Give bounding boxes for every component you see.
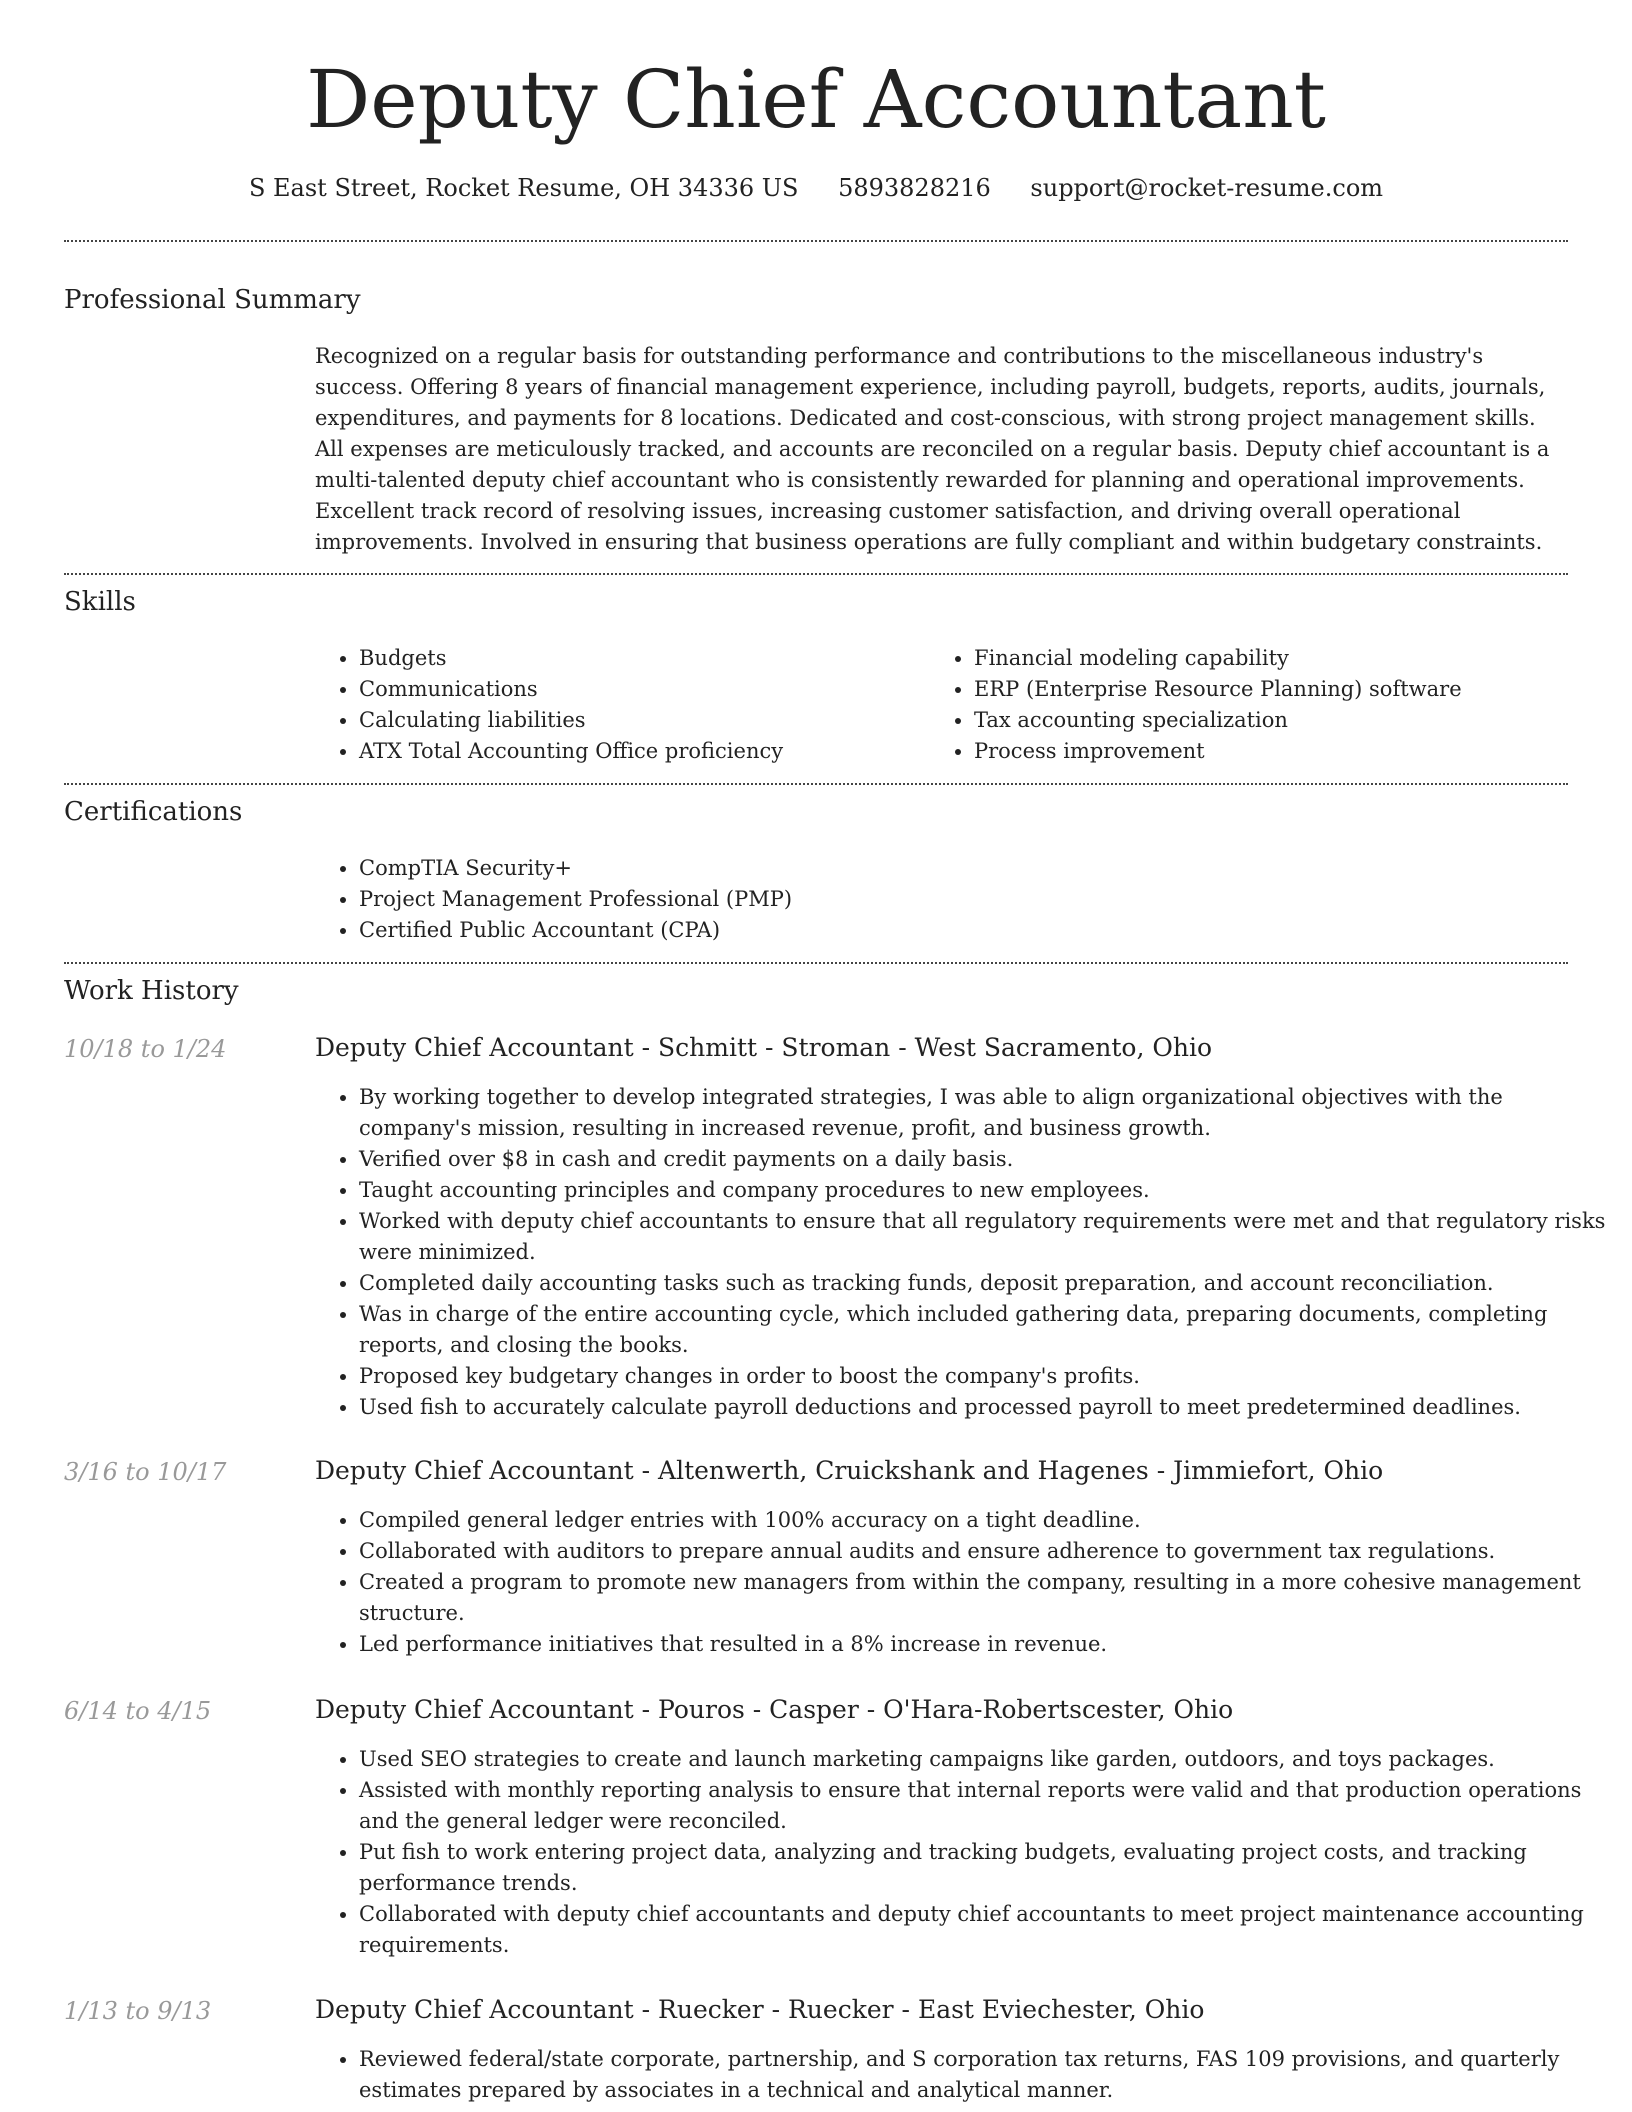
job-bullets [315, 1082, 1619, 1423]
skills-heading: Skills [64, 587, 136, 617]
job-title: Deputy Chief Accountant - Schmitt - Stroman - West Sacramento, Ohio [315, 1033, 1213, 1062]
certifications-heading: Certifications [64, 797, 243, 827]
skills-list-left [315, 643, 959, 767]
summary-text: Recognized on a regular basis for outstanding performance and contributions to the miscellaneous industry's success. Offering 8 years of financial management experience, including payroll, budgets, reports, audits, journals, expenditures, and payments for 8 locations. Dedicated and cost-conscious, with strong project management skills. All expenses are meticulously tracked, and accounts are reconciled on a regular basis. Deputy chief accountant is a multi-talented deputy chief accountant who is consistently rewarded for planning and operational improvements. Excellent track record of resolving issues, increasing customer satisfaction, and driving overall operational improvements. Involved in ensuring that business operations are fully compliant and within budgetary constraints. [315, 344, 1550, 554]
skill-item: • Calculating liabilities [359, 705, 959, 736]
job-bullet: • Verified over $8 in cash and credit payments on a daily basis. [359, 1144, 1619, 1175]
certification-item: • CompTIA Security+ [359, 853, 1259, 884]
section-divider [64, 962, 1568, 964]
job-bullet: • Worked with deputy chief accountants to ensure that all regulatory requirements were met and that regulatory risks were minimized. [359, 1206, 1619, 1268]
job-date: 10/18 to 1/24 [64, 1035, 227, 1063]
job-bullet: • Collaborated with auditors to prepare annual audits and ensure adherence to government tax regulations. [359, 1536, 1619, 1567]
job-title: Deputy Chief Accountant - Ruecker - Ruecker - East Eviechester, Ohio [315, 1995, 1205, 2024]
certification-item: • Project Management Professional (PMP) [359, 884, 1259, 915]
section-divider [64, 573, 1568, 575]
candidate-name: Deputy Chief Accountant [306, 53, 1326, 146]
job-bullets [315, 1744, 1619, 1961]
contact-email: support@rocket-resume.com [1030, 174, 1384, 202]
job-date: 6/14 to 4/15 [64, 1697, 212, 1725]
job-bullet: • Completed daily accounting tasks such as tracking funds, deposit preparation, and account reconciliation. [359, 1268, 1619, 1299]
job-bullet: • Put fish to work entering project data, analyzing and tracking budgets, evaluating project costs, and tracking performance trends. [359, 1837, 1619, 1899]
job-bullet: • Reviewed federal/state corporate, partnership, and S corporation tax returns, FAS 109 provisions, and quarterly estimates prepared by associates in a technical and analytical manner. [359, 2044, 1619, 2106]
skill-item: • ERP (Enterprise Resource Planning) software [974, 674, 1574, 705]
job-bullet: • Proposed key budgetary changes in order to boost the company's profits. [359, 1361, 1619, 1392]
skill-item: • ATX Total Accounting Office proficiency [359, 736, 959, 767]
job-bullet: • Used SEO strategies to create and launch marketing campaigns like garden, outdoors, and toys packages. [359, 1744, 1619, 1775]
skills-list-right [930, 643, 1574, 767]
job-bullets [315, 1505, 1619, 1660]
job-date: 1/13 to 9/13 [64, 1997, 212, 2025]
job-bullet: • Collaborated with deputy chief accountants and deputy chief accountants to meet project maintenance accounting requirements. [359, 1899, 1619, 1961]
section-divider [64, 240, 1568, 242]
job-bullet: • Was in charge of the entire accounting cycle, which included gathering data, preparing documents, completing reports, and closing the books. [359, 1299, 1619, 1361]
certifications-list [315, 853, 1259, 946]
job-title: Deputy Chief Accountant - Pouros - Casper - O'Hara-Robertscester, Ohio [315, 1695, 1234, 1724]
job-bullet: • Assisted with monthly reporting analysis to ensure that internal reports were valid and that production operations and the general ledger were reconciled. [359, 1775, 1619, 1837]
job-bullet: • Taught accounting principles and company procedures to new employees. [359, 1175, 1619, 1206]
section-divider [64, 783, 1568, 785]
job-bullet: • Created a program to promote new managers from within the company, resulting in a more cohesive management structure. [359, 1567, 1619, 1629]
summary-heading: Professional Summary [64, 285, 361, 315]
skill-item: • Process improvement [974, 736, 1574, 767]
contact-line [0, 170, 1632, 206]
job-bullet: • Compiled general ledger entries with 100% accuracy on a tight deadline. [359, 1505, 1619, 1536]
skill-item: • Budgets [359, 643, 959, 674]
contact-address: S East Street, Rocket Resume, OH 34336 US [248, 174, 799, 202]
job-bullet: • By working together to develop integrated strategies, I was able to align organizational objectives with the company's mission, resulting in increased revenue, profit, and business growth. [359, 1082, 1619, 1144]
work-history-heading: Work History [64, 976, 239, 1006]
certification-item: • Certified Public Accountant (CPA) [359, 915, 1259, 946]
job-bullet: • Used fish to accurately calculate payroll deductions and processed payroll to meet predetermined deadlines. [359, 1392, 1619, 1423]
contact-phone: 5893828216 [838, 174, 991, 202]
job-title: Deputy Chief Accountant - Altenwerth, Cruickshank and Hagenes - Jimmiefort, Ohio [315, 1456, 1384, 1485]
job-bullets [315, 2044, 1619, 2106]
skill-item: • Communications [359, 674, 959, 705]
job-date: 3/16 to 10/17 [64, 1458, 227, 1486]
job-bullet: • Led performance initiatives that resulted in a 8% increase in revenue. [359, 1629, 1619, 1660]
skill-item: • Financial modeling capability [974, 643, 1574, 674]
skill-item: • Tax accounting specialization [974, 705, 1574, 736]
